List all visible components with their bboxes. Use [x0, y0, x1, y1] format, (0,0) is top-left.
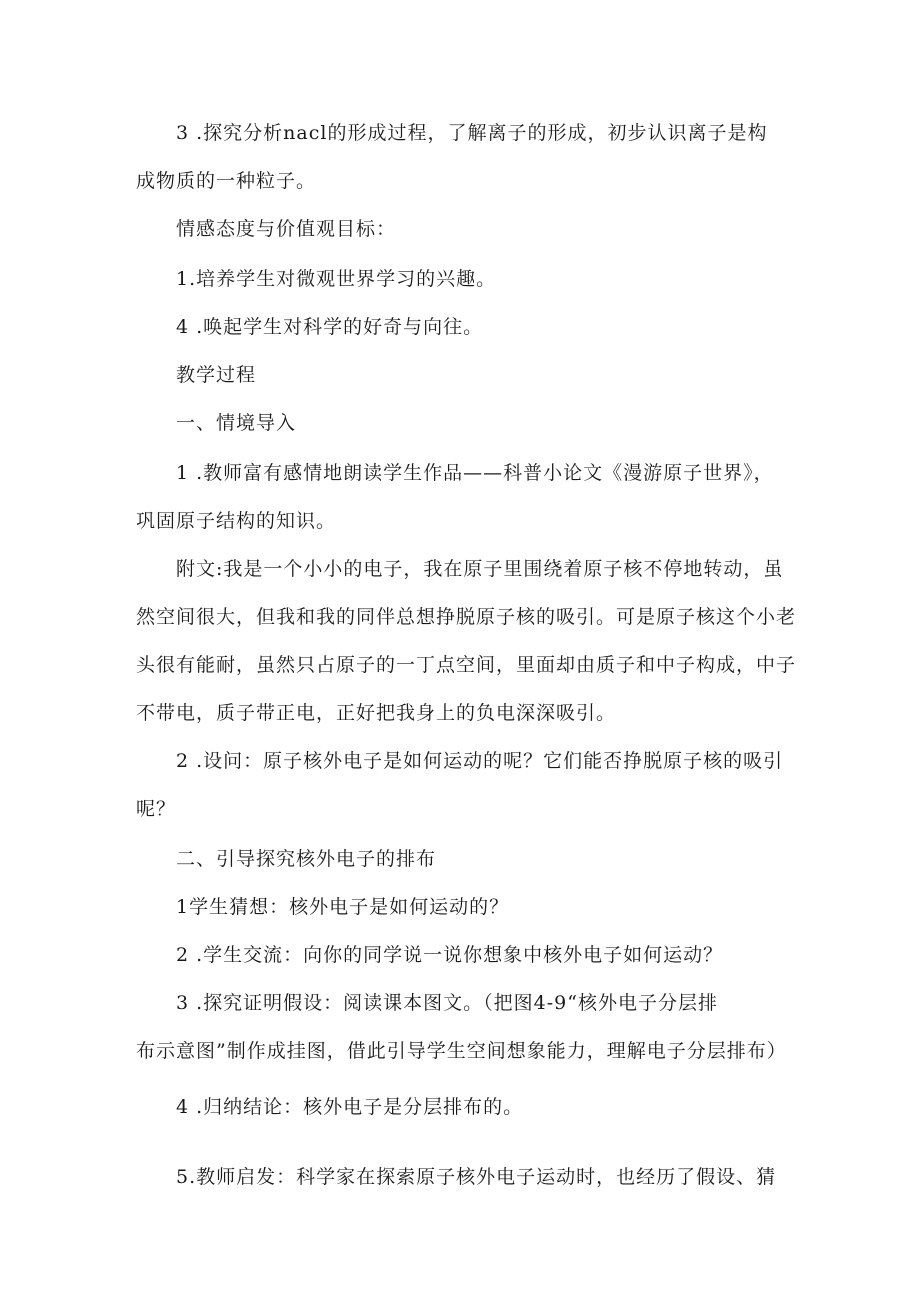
doc-line-3: 情感态度与价值观目标：	[176, 218, 397, 240]
doc-line-22: 5.教师启发：科学家在探索原子核外电子运动时，也经历了假设、猜	[176, 1166, 777, 1188]
doc-line-12: 头很有能耐，虽然只占原子的一丁点空间，里面却由质子和中子构成，中子	[136, 654, 797, 676]
doc-line-7: 一、情境导入	[176, 412, 297, 434]
doc-line-1: 3 .探究分析nacl的形成过程，了解离子的形成，初步认识离子是构	[176, 122, 768, 144]
doc-line-15: 呢？	[136, 798, 177, 820]
doc-line-9: 巩固原子结构的知识。	[136, 510, 337, 532]
doc-line-17: 1学生猜想：核外电子是如何运动的？	[176, 896, 510, 918]
doc-line-4: 1.培养学生对微观世界学习的兴趣。	[176, 268, 497, 290]
doc-line-16: 二、引导探究核外电子的排布	[176, 848, 437, 870]
doc-line-10: 附文:我是一个小小的电子，我在原子里围绕着原子核不停地转动，虽	[176, 558, 784, 580]
doc-line-18: 2 .学生交流：向你的同学说一说你想象中核外电子如何运动？	[176, 944, 724, 966]
doc-line-21: 4 .归纳结论：核外电子是分层排布的。	[176, 1096, 524, 1118]
doc-line-8: 1 .教师富有感情地朗读学生作品——科普小论文《漫游原子世界》，	[176, 462, 774, 484]
doc-line-5: 4 .唤起学生对科学的好奇与向往。	[176, 316, 484, 338]
doc-line-14: 2 .设问：原子核外电子是如何运动的呢？它们能否挣脱原子核的吸引	[176, 750, 784, 772]
doc-line-6: 教学过程	[176, 364, 257, 386]
doc-line-19: 3 .探究证明假设：阅读课本图文。（把图4-9“核外电子分层排	[176, 992, 718, 1014]
doc-line-2: 成物质的一种粒子。	[136, 170, 317, 192]
doc-line-11: 然空间很大，但我和我的同伴总想挣脱原子核的吸引。可是原子核这个小老	[136, 606, 797, 628]
doc-line-13: 不带电，质子带正电，正好把我身上的负电深深吸引。	[136, 702, 617, 724]
doc-line-20: 布示意图”制作成挂图，借此引导学生空间想象能力，理解电子分层排布）	[136, 1040, 787, 1062]
